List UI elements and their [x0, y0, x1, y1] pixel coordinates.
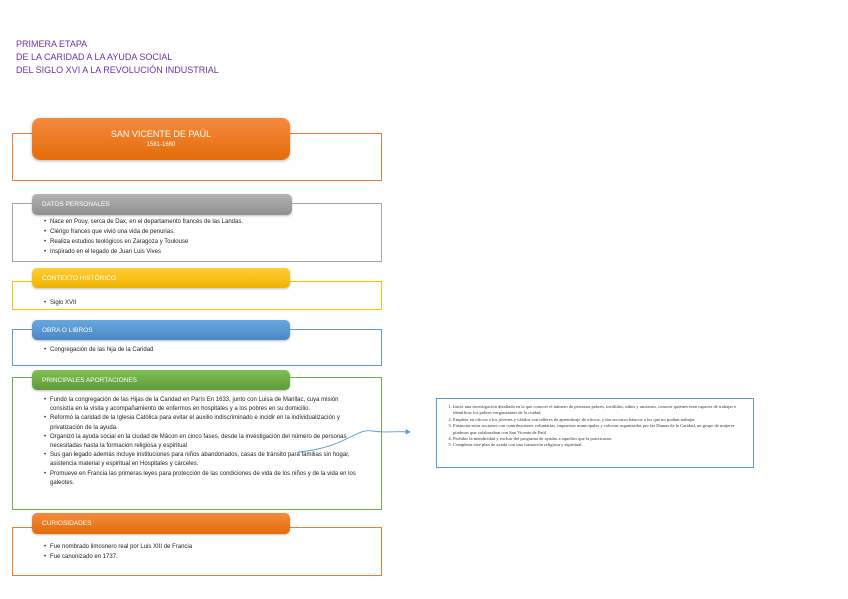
list-item: • Promueve en Francia las primeras leyes para protección de las condiciones de vida de los niños y de la vida en los galeotes.	[44, 470, 356, 488]
fases-list	[443, 404, 747, 449]
title-name: SAN VICENTE DE PAÚL	[110, 129, 212, 139]
list-item: 3. Financiar estas acciones con contribuciones voluntarias, impuestos municipales y colectas organizadas por las Damas de la Caridad, un grupo de mujeres piadosas que colaboraban con San Vicente de Paúl.	[453, 423, 747, 436]
list-item: • Congregación de las hija de la Caridad	[44, 345, 374, 355]
aportaciones-label: PRINCIPALES APORTACIONES	[42, 376, 137, 384]
list-item: • Sus gan legado además incluye instituciones para niños abandonados, casas de tránsito para familias sin hogar, asistencia material y espiritual en Hospitales y cárceles.	[44, 451, 356, 469]
curiosidades-label: CURIOSIDADES	[42, 520, 92, 527]
title-years: 1581-1660	[146, 142, 176, 148]
datos-label: DATOS PERSONALES	[42, 201, 110, 208]
list-item: 1. Inicia una investigación detallada en la que conocer el número de personas pobres, inválidos, niños y ancianos, conocer quiénes eran capaces de trabajar e identificar los pobres vergonzantes de la ciudad.	[453, 404, 747, 417]
fases-note-box	[436, 398, 754, 468]
list-item: • Realiza estudios teológicos en Zaragoza y Toulouse	[44, 237, 374, 247]
list-item: 2. Emplear en oficios a los jóvenes y válidos con talleres de aprendizaje de oficios, y dar socorros básicos a los que no podían trabajar.	[453, 417, 747, 423]
heading-line-1: PRIMERA ETAPA	[16, 39, 88, 49]
list-item: 4. Prohibir la mendicidad y excluir del programa de ayudas a aquellos que la practicaran.	[453, 436, 747, 442]
list-item: • Fundó la congregación de las Hijas de la Caridad en París En 1633, junto con Luisa de Marillac, cuya misión consistía en la visita y acompañamiento de enfermos en hospitales y a los pobres en su domicilio.	[44, 396, 356, 414]
list-item: • Inspirado en el legado de Juan Luis Vives	[44, 247, 374, 257]
contexto-label: CONTEXTO HISTÓRICO	[42, 274, 116, 282]
list-item: • Fue nombrado limosnero real por Luis XIII de Francia	[44, 542, 374, 552]
list-item: • Organizó la ayuda social en la ciudad de Mâcon en cinco fases, desde la investigación del número de personas necesitadas hasta la formación religiosa y espiritual	[44, 433, 356, 451]
list-item: • Clérigo francés que vivió una vida de penurias.	[44, 227, 374, 237]
list-item: • Nace en Pouy, cerca de Dax, en el departamento francés de las Landas.	[44, 217, 374, 227]
list-item: • Fue canonizado en 1737.	[44, 552, 374, 562]
heading-line-2: DE LA CARIDAD A LA AYUDA SOCIAL	[16, 52, 173, 62]
list-item: • Siglo XVII	[44, 298, 374, 308]
list-item: 5. Completar este plan de ayuda con una formación religiosa y espiritual.	[453, 442, 747, 448]
list-item: • Reformó la caridad de la Iglesia Católica para evitar el auxilio indiscriminado e incidir en la individualización y privatización de la ayuda.	[44, 414, 356, 432]
obra-label: OBRA O LIBROS	[42, 326, 93, 334]
heading-line-3: DEL SIGLO XVI A LA REVOLUCIÓN INDUSTRIAL	[16, 65, 219, 75]
